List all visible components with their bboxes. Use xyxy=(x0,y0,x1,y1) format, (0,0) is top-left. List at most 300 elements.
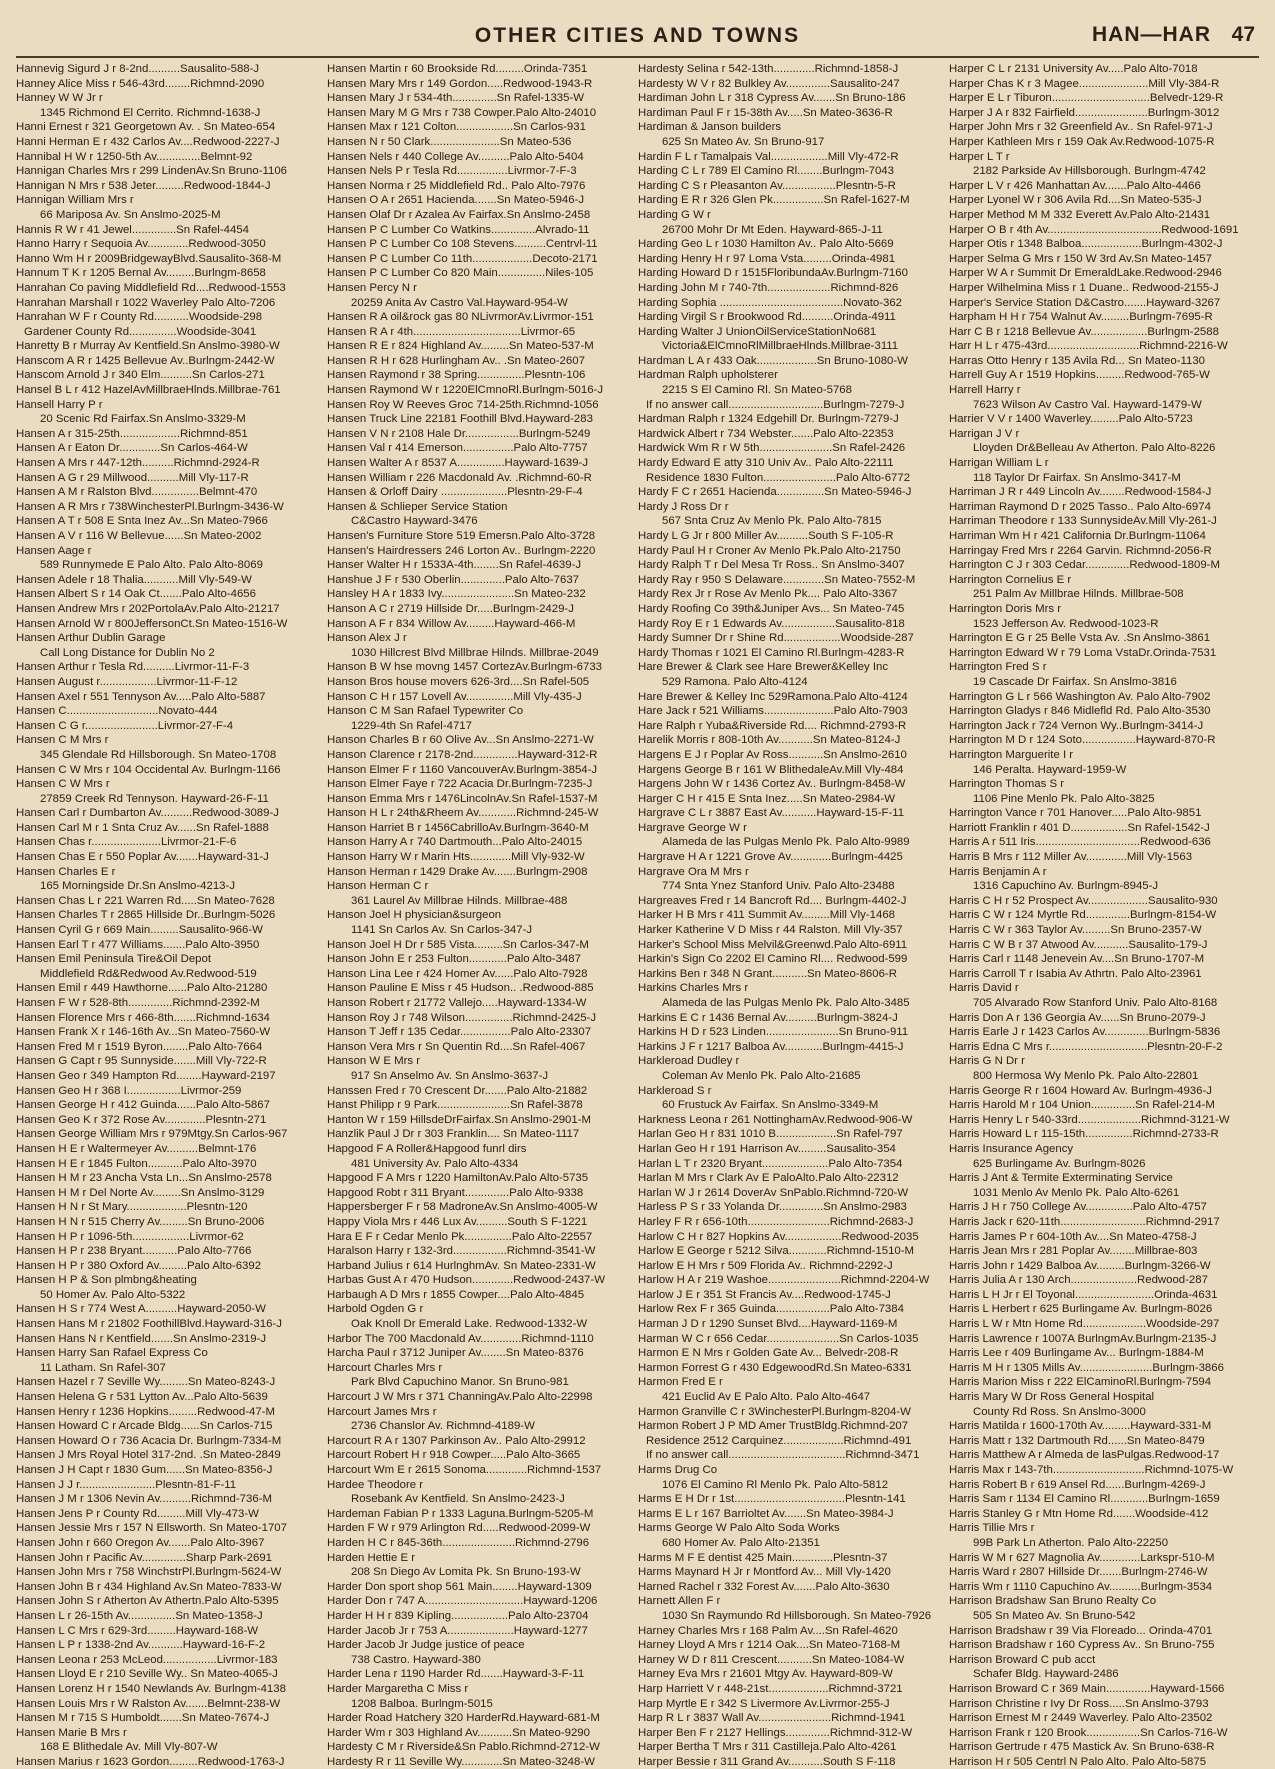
listing-entry: Coleman Av Menlo Pk. Palo Alto-21685 xyxy=(662,1069,861,1082)
listing-entry: Hansen Florence Mrs r 466-8th.......Richmnd-1634 xyxy=(16,1011,270,1024)
listing-entry: Harder Jacob Jr Judge justice of peace xyxy=(327,1639,525,1652)
listing-entry: 50 Homer Av. Palo Alto-5322 xyxy=(40,1288,186,1301)
listing-entry: Harkins Ben r 348 N Grant...........Sn Mateo-8606-R xyxy=(638,967,897,980)
listing-entry: Hansen G Capt r 95 Sunnyside.......Mill Vly-722-R xyxy=(16,1055,267,1068)
listing-entry: Oak Knoll Dr Emerald Lake. Redwood-1332-W xyxy=(351,1318,588,1331)
listing-entry: Hardy Thomas r 1021 El Camino Rl.Burlngm-4283-R xyxy=(638,646,905,659)
listing-entry: Harris Insurance Agency xyxy=(949,1142,1074,1155)
listing-entry: Hansen J H Capt r 1830 Gum......Sn Mateo-8356-J xyxy=(16,1464,273,1476)
listing-entry: Harris C W r 124 Myrtle Rd..............Burlngm-8154-W xyxy=(949,909,1217,922)
listing-entry: Hardy J Ross Dr r xyxy=(638,500,729,513)
listing-entry: Harcourt Robert H r 918 Cowper.....Palo Alto-3665 xyxy=(327,1449,581,1462)
listing-entry: Harlow C H r 827 Hopkins Av..................Redwood-2035 xyxy=(638,1230,919,1243)
listing-entry: County Rd Ross. Sn Anslmo-3000 xyxy=(973,1405,1146,1418)
listing-entry: Harden Hettie E r xyxy=(327,1551,415,1564)
listing-entry: Hanson Vera Mrs r Sn Quentin Rd....Sn Rafel-4067 xyxy=(327,1040,586,1053)
listing-entry: Harder Margaretha C Miss r xyxy=(327,1682,469,1695)
listing-entry: Hansen A Mrs r 447-12th..........Richmnd-2924-R xyxy=(16,457,260,470)
listing-entry: Harrington Doris Mrs r xyxy=(949,602,1062,615)
listing-entry: 60 Frustuck Av Fairfax. Sn Anslmo-3349-M xyxy=(662,1099,879,1112)
listing-entry: Hansen A T r 508 E Snta Inez Av...Sn Mateo-7966 xyxy=(16,515,268,528)
listing-entry: Harper L V r 426 Manhattan Av.......Palo Alto-4466 xyxy=(949,179,1201,192)
listing-entry: Harney W D r 811 Crescent...........Sn Mateo-1084-W xyxy=(638,1653,905,1666)
listing-entry: 2182 Parkside Av Hillsborough. Burlngm-4742 xyxy=(973,165,1206,178)
listing-entry: Harmon Robert J P MD Amer TrustBldg.Richmnd-207 xyxy=(638,1420,909,1433)
listing-entry: Hargens George B r 161 W BlithedaleAv.Mill Vly-484 xyxy=(638,763,904,776)
listing-entry: Harcha Paul r 3712 Juniper Av........Sn Mateo-8376 xyxy=(327,1347,584,1360)
listing-entry: 680 Homer Av. Palo Alto-21351 xyxy=(662,1536,820,1549)
listing-entry: Hansen A r 315-25th...................Richmnd-851 xyxy=(16,427,248,440)
listing-entry: Park Blvd Capuchino Manor. Sn Bruno-981 xyxy=(351,1376,569,1389)
listing-entry: Hansen H P r 380 Oxford Av.........Palo Alto-6392 xyxy=(16,1259,262,1272)
listing-entry: Hansen Emil Peninsula Tire&Oil Depot xyxy=(16,953,211,966)
listing-entry: Harger C H r 415 E Snta Inez.....Sn Mateo-2984-W xyxy=(638,792,896,805)
listing-entry: 1523 Jefferson Av. Redwood-1023-R xyxy=(973,617,1159,630)
listing-entry: Hansen C.............................Novato-444 xyxy=(16,705,218,718)
listing-entry: Hansen L C Mrs r 629-3rd.........Hayward-168-W xyxy=(16,1624,259,1637)
listing-entry: Harned Rachel r 332 Forest Av.......Palo Alto-3630 xyxy=(638,1580,890,1593)
listing-entry: Hansen P C Lumber Co Watkins..............Alvrado-11 xyxy=(327,223,590,236)
listing-entry: Hansen H M r Del Norte Av.........Sn Anslmo-3129 xyxy=(16,1186,265,1199)
listing-entry: Harris J Ant & Termite Exterminating Service xyxy=(949,1172,1173,1185)
listing-entry: Hannevig Sigurd J r 8-2nd..........Sausalito-588-J xyxy=(16,63,260,75)
listing-entry: Harker H B Mrs r 411 Summit Av.........Mill Vly-1468 xyxy=(638,909,895,922)
listing-entry: Harding Walter J UnionOilServiceStationNo681 xyxy=(638,325,877,338)
listing-entry: Hardy Roofing Co 39th&Juniper Avs... Sn Mateo-745 xyxy=(638,602,905,615)
listing-entry: Hansen Hans M r 21802 FoothillBlvd.Hayward-316-J xyxy=(16,1318,282,1331)
listing-entry: Hansen A M r Ralston Blvd...............Belmnt-470 xyxy=(16,486,258,499)
listing-entry: Harriman Theodore r 133 SunnysideAv.Mill Vly-261-J xyxy=(949,515,1217,528)
listing-entry: Harden F W r 979 Arlington Rd.....Redwood-2099-W xyxy=(327,1522,591,1535)
listing-entry: Hargrave George W r xyxy=(638,821,747,834)
listing-entry: 481 University Av. Palo Alto-4334 xyxy=(351,1157,519,1170)
listing-entry: Hansen Martin r 60 Brookside Rd.........Orinda-7351 xyxy=(327,63,588,75)
listing-entry: Harelik Morris r 808-10th Av...........Sn Mateo-8124-J xyxy=(638,734,901,747)
listing-entry: Harris C W r 363 Taylor Av.........Sn Bruno-2357-W xyxy=(949,924,1202,937)
listing-entry: Hardy Ray r 950 S Delaware.............Sn Mateo-7552-M xyxy=(638,573,916,586)
listing-entry: Harris Matt r 132 Dartmouth Rd......Sn Mateo-8479 xyxy=(949,1434,1205,1447)
listing-entry: Harper Ben F r 2127 Hellings..............Richmnd-312-W xyxy=(638,1726,913,1739)
listing-entry: 66 Mariposa Av. Sn Anslmo-2025-M xyxy=(40,208,221,221)
listing-entry: Hansen William r 226 Macdonald Av. .Richmnd-60-R xyxy=(327,471,592,484)
listing-entry: Harbold Ogden G r xyxy=(327,1303,424,1316)
listing-entry: Hansen H E r Waltermeyer Av..........Belmnt-176 xyxy=(16,1142,257,1155)
listing-entry: Hanson C H r 157 Lovell Av...............Mill Vly-435-J xyxy=(327,690,582,703)
listing-entry: Harrington Thomas S r xyxy=(949,778,1065,791)
listing-entry: Harmon Granville C r 3WinchesterPl.Burlngm-8204-W xyxy=(638,1405,911,1418)
listing-entry: Hansen Arthur Dublin Garage xyxy=(16,632,166,645)
listing-entry: Hanson Clarence r 2178-2nd..............Hayward-312-R xyxy=(327,748,598,761)
listing-entry: Harris Matilda r 1600-170th Av.........Hayward-331-M xyxy=(949,1420,1212,1433)
listing-entry: Harkleroad Dudley r xyxy=(638,1055,740,1068)
listing-entry: Hansen Jens P r County Rd.........Mill Vly-473-W xyxy=(16,1507,259,1520)
listing-entry: Harley F R r 656-10th..........................Richmnd-2683-J xyxy=(638,1215,914,1228)
listing-entry: Harcourt Charles Mrs r xyxy=(327,1361,443,1374)
listing-column-2 xyxy=(327,62,632,1769)
listing-entry: Harkins J F r 1217 Balboa Av............Burlngm-4415-J xyxy=(638,1040,904,1053)
listing-entry: Harper Otis r 1348 Balboa...................Burlngm-4302-J xyxy=(949,238,1223,251)
listing-entry: Hanrahan W F r County Rd...........Woodside-298 xyxy=(16,311,263,324)
listing-column-4 xyxy=(949,62,1254,1769)
listing-entry: 165 Morningside Dr.Sn Anslmo-4213-J xyxy=(40,880,236,893)
listing-entry: Hanrahan Co paving Middlefield Rd....Redwood-1553 xyxy=(16,281,286,294)
listing-entry: Hansen Nels P r Tesla Rd................Livrmor-7-F-3 xyxy=(327,165,577,178)
listing-entry: Middlefield Rd&Redwood Av.Redwood-519 xyxy=(40,967,257,980)
listing-entry: Harris Sam r 1134 El Camino Rl............Burlngm-1659 xyxy=(949,1493,1220,1506)
listing-entry: Harris L H Jr r El Toyonal.........................Orinda-4631 xyxy=(949,1288,1218,1301)
listing-entry: Hanssen Fred r 70 Crescent Dr.......Palo Alto-21882 xyxy=(327,1084,588,1097)
listing-entry: Hansen Frank X r 146-16th Av...Sn Mateo-7560-W xyxy=(16,1026,271,1039)
listing-entry: 1208 Balboa. Burlngm-5015 xyxy=(351,1697,493,1710)
listing-entry: Hansen Albert S r 14 Oak Ct.......Palo Alto-4656 xyxy=(16,588,256,601)
listing-entry: Harrington Vance r 701 Hanover.....Palo Alto-9851 xyxy=(949,807,1202,820)
listing-entry: Hanson Herman C r xyxy=(327,880,429,893)
listing-entry: Hargens John W r 1436 Cortez Av.. Burlngm-8458-W xyxy=(638,778,906,791)
listing-entry: Hansen John r Pacific Av..............Sharp Park-2691 xyxy=(16,1551,272,1564)
listing-entry: Harding John M r 740-7th....................Richmnd-826 xyxy=(638,281,899,294)
listing-entry: Happy Viola Mrs r 446 Lux Av..........South S F-1221 xyxy=(327,1215,588,1228)
listing-entry: Hanson H L r 24th&Rheem Av............Richmnd-245-W xyxy=(327,807,599,820)
listing-entry: 625 Sn Mateo Av. Sn Bruno-917 xyxy=(662,135,825,148)
listing-entry: Harris Don A r 136 Georgia Av......Sn Bruno-2079-J xyxy=(949,1011,1206,1024)
listing-entry: Hanni Ernest r 321 Georgetown Av. . Sn Mateo-654 xyxy=(16,121,276,134)
listing-entry: Harr C B r 1218 Bellevue Av..................Burlngm-2588 xyxy=(949,325,1219,338)
listing-entry: Hardy Rex Jr r Rose Av Menlo Pk.... Palo Alto-3367 xyxy=(638,588,898,601)
listing-entry: Harding C S r Pleasanton Av.................Plesntn-5-R xyxy=(638,179,896,192)
listing-entry: Harder Don sport shop 561 Main........Hayward-1309 xyxy=(327,1580,592,1593)
listing-entry: Hansen & Schlieper Service Station xyxy=(327,500,508,513)
listing-entry: 567 Snta Cruz Av Menlo Pk. Palo Alto-7815 xyxy=(662,515,882,528)
listing-entry: Hansen Geo H r 368 I.................Livrmor-259 xyxy=(16,1084,242,1097)
listing-entry: Harriman Wm H r 421 California Dr.Burlngm-11064 xyxy=(949,530,1206,542)
listing-entry: Hanson A C r 2719 Hillside Dr.....Burlngm-2429-J xyxy=(327,602,574,615)
listing-entry: 345 Glendale Rd Hillsborough. Sn Mateo-1708 xyxy=(40,748,277,761)
listing-entry: Hansen Howard O r 736 Acacia Dr. Burlngm-7334-M xyxy=(16,1434,282,1447)
listing-entry: Hannis R W r 41 Jewel..............Sn Rafel-4454 xyxy=(16,223,249,236)
listing-entry: Hanson C M San Rafael Typewriter Co xyxy=(327,705,524,718)
listing-entry: Harrigan William L r xyxy=(949,457,1049,470)
page-number: 47 xyxy=(1231,23,1255,46)
listing-entry: Hansen R A oil&rock gas 80 NLivrmorAv.Livrmor-151 xyxy=(327,311,594,324)
listing-entry: Hansen P C Lumber Co 820 Main...............Niles-105 xyxy=(327,267,594,280)
listing-entry: Hardy Ralph T r Del Mesa Tr Ross.. Sn Anslmo-3407 xyxy=(638,559,905,572)
listing-entry: Harris John r 1429 Balboa Av.........Burlngm-3266-W xyxy=(949,1259,1211,1272)
listing-entry: Harp R L r 3837 Wall Av.......................Richmnd-1941 xyxy=(638,1712,906,1725)
listing-entry: Harker's School Miss Melvil&Greenwd.Palo Alto-6911 xyxy=(638,938,908,951)
listing-entry: Harris G N Dr r xyxy=(949,1055,1025,1068)
listing-entry: Hardy Paul H r Croner Av Menlo Pk.Palo Alto-21750 xyxy=(638,544,901,557)
listing-entry: Hardiman & Janson builders xyxy=(638,121,782,134)
listing-entry: Harrison Ernest M r 2449 Waverley. Palo Alto-23502 xyxy=(949,1712,1213,1725)
listing-entry: Hansen Andrew Mrs r 202PortolaAv.Palo Alto-21217 xyxy=(16,602,280,615)
listing-entry: 146 Peralta. Hayward-1959-W xyxy=(973,763,1127,776)
listing-entry: Hansen F W r 528-8th..............Richmnd-2392-M xyxy=(16,997,260,1009)
listing-entry: Hare Jack r 521 Williams......................Palo Alto-7903 xyxy=(638,705,908,718)
listing-entry: Harrington Jack r 724 Vernon Wy..Burlngm-3414-J xyxy=(949,719,1204,732)
listing-entry: Harris James P r 604-10th Av....Sn Mateo-4758-J xyxy=(949,1230,1197,1243)
listing-entry: Harlow E H Mrs r 509 Florida Av.. Richmnd-2292-J xyxy=(638,1259,893,1272)
listing-entry: Harrison Gertrude r 475 Mastick Av. Sn Bruno-638-R xyxy=(949,1741,1215,1754)
listing-entry: Harper Selma G Mrs r 150 W 3rd Av.Sn Mateo-1457 xyxy=(949,252,1212,265)
listing-entry: Harris Marion Miss r 222 ElCaminoRl.Burlngm-7594 xyxy=(949,1376,1212,1389)
listing-entry: Hansen M r 715 S Humboldt.......Sn Mateo-7674-J xyxy=(16,1712,270,1725)
listing-entry: Harrison Bradshaw San Bruno Realty Co xyxy=(949,1595,1157,1608)
listing-entry: Harmon Fred E r xyxy=(638,1376,723,1389)
listing-entry: Harmon E N Mrs r Golden Gate Av... Belvedr-208-R xyxy=(638,1347,899,1360)
listing-entry: 7623 Wilson Av Castro Val. Hayward-1479-W xyxy=(973,398,1202,411)
listing-entry: Hansen Arnold W r 800JeffersonCt.Sn Mateo-1516-W xyxy=(16,617,288,630)
listing-entry: Harcourt R A r 1307 Parkinson Av.. Palo Alto-29912 xyxy=(327,1434,586,1447)
listing-entry: Hargreaves Fred r 14 Bancroft Rd.... Burlngm-4402-J xyxy=(638,894,907,907)
listing-entry: Hansen Emil r 449 Hawthorne......Palo Alto-21280 xyxy=(16,982,268,995)
listing-entry: Residence 1830 Fulton.......................Palo Alto-6772 xyxy=(646,471,911,484)
listing-entry: Harney Lloyd A Mrs r 1214 Oak....Sn Mateo-7168-M xyxy=(638,1639,901,1652)
listing-entry: Hansen & Orloff Dairy .....................Plesntn-29-F-4 xyxy=(327,486,583,499)
listing-entry: Harrington E G r 25 Belle Vsta Av. .Sn Anslmo-3861 xyxy=(949,632,1211,645)
listing-entry: 505 Sn Mateo Av. Sn Bruno-542 xyxy=(973,1609,1136,1622)
listing-entry: Hanscom Arnold J r 340 Elm..........Sn Carlos-271 xyxy=(16,369,265,382)
listing-entry: Hannum T K r 1205 Bernal Av.........Burlngm-8658 xyxy=(16,267,266,280)
listing-entry: 1345 Richmond El Cerrito. Richmnd-1638-J xyxy=(40,106,261,119)
listing-entry: Harrison H r 505 Centrl N Palo Alto. Palo Alto-5875 xyxy=(949,1755,1207,1768)
listing-entry: Harris Howard L r 115-15th...............Richmnd-2733-R xyxy=(949,1128,1219,1141)
listing-entry: Hanzlik Paul J Dr r 303 Franklin.... Sn Mateo-1117 xyxy=(327,1128,580,1141)
listing-entry: 11 Latham. Sn Rafel-307 xyxy=(40,1361,166,1374)
listing-entry: Harrington Marguerite I r xyxy=(949,748,1074,761)
listing-entry: Hansen Harry San Rafael Express Co xyxy=(16,1347,208,1360)
listing-entry: 2736 Chanslor Av. Richmnd-4189-W xyxy=(351,1420,535,1433)
listing-entry: Harding Virgil S r Brookwood Rd..........Orinda-4911 xyxy=(638,311,896,324)
listing-entry: Harman J D r 1290 Sunset Blvd....Hayward-1169-M xyxy=(638,1318,898,1331)
listing-entry: Hardesty C M r Riverside&Sn Pablo.Richmnd-2712-W xyxy=(327,1741,600,1754)
listing-entry: 2215 S El Camino Rl. Sn Mateo-5768 xyxy=(662,384,852,397)
listing-entry: Harbaugh A D Mrs r 1855 Cowper....Palo Alto-4845 xyxy=(327,1288,585,1301)
listing-entry: 625 Burlingame Av. Burlngm-8026 xyxy=(973,1157,1146,1170)
listing-entry: Hapgood F A Roller&Hapgood funrl dirs xyxy=(327,1142,527,1155)
listing-entry: Harlow E George r 5212 Silva............Richmnd-1510-M xyxy=(638,1245,915,1258)
listing-entry: Hansen A r Eaton Dr.............Sn Carlos-464-W xyxy=(16,442,248,455)
listing-entry: Hansen George H r 412 Guinda......Palo Alto-5867 xyxy=(16,1099,270,1112)
listing-entry: Harrell Harry r xyxy=(949,384,1021,397)
listing-entry: 20 Scenic Rd Fairfax.Sn Anslmo-3329-M xyxy=(40,413,246,426)
listing-entry: Hannibal H W r 1250-5th Av..............Belmnt-92 xyxy=(16,150,253,163)
listing-entry: Harder Road Hatchery 320 HarderRd.Hayward-681-M xyxy=(327,1712,600,1725)
listing-entry: Harder Lena r 1190 Harder Rd.......Hayward-3-F-11 xyxy=(327,1668,585,1681)
listing-entry: Harpham H H r 754 Walnut Av.........Burlngm-7695-R xyxy=(949,311,1213,324)
listing-entry: Harris George R r 1604 Howard Av. Burlngm-4936-J xyxy=(949,1084,1212,1097)
listing-entry: Hanno Harry r Sequoia Av.............Redwood-3050 xyxy=(16,238,266,251)
listing-entry: Harper O B r 4th Av....................................Redwood-1691 xyxy=(949,223,1239,236)
listing-entry: Hansen Roy W Reeves Groc 714-25th.Richmnd-1056 xyxy=(327,398,599,411)
listing-entry: Harding C L r 789 El Camino Rl........Burlngm-7043 xyxy=(638,165,894,178)
listing-entry: Hanson Harry W r Marin Hts.............Mill Vly-932-W xyxy=(327,851,585,864)
listing-entry: Hansen L P r 1338-2nd Av...........Hayward-16-F-2 xyxy=(16,1639,266,1652)
listing-entry: Harper J A r 832 Fairfield.......................Burlngm-3012 xyxy=(949,106,1220,119)
listing-entry: Hansen Norma r 25 Middlefield Rd.. Palo Alto-7976 xyxy=(327,179,586,192)
listing-entry: Harding Henry H r 97 Loma Vsta.........Orinda-4981 xyxy=(638,252,896,265)
listing-entry: Hansen Lorenz H r 1540 Newlands Av. Burlngm-4138 xyxy=(16,1682,286,1695)
listing-entry: 1229-4th Sn Rafel-4717 xyxy=(351,719,472,732)
listing-entry: Hansen Walter A r 8537 A...............Hayward-1639-J xyxy=(327,457,589,470)
listing-entry: Harris Henry L r 540-33rd....................Richmnd-3121-W xyxy=(949,1113,1230,1126)
listing-entry: Harrison Broward C r 369 Main..............Hayward-1566 xyxy=(949,1682,1225,1695)
listing-entry: Hapgood F A Mrs r 1220 HamiltonAv.Palo Alto-5735 xyxy=(327,1172,589,1185)
listing-entry: Hansen R H r 628 Hurlingham Av.. .Sn Mateo-2607 xyxy=(327,354,585,367)
listing-entry: Hansen Mary J r 534-4th..............Sn Rafel-1335-W xyxy=(327,92,585,105)
listing-entry: Hansen Val r 414 Emerson................Palo Alto-7757 xyxy=(327,442,588,455)
listing-entry: Harnett Allen F r xyxy=(638,1595,721,1608)
listing-entry: Hardeman Fabian P r 1333 Laguna.Burlngm-5205-M xyxy=(327,1507,594,1520)
listing-entry: Hansen Mary M G Mrs r 738 Cowper.Palo Alto-24010 xyxy=(327,106,597,119)
listing-entry: Lloyden Dr&Belleau Av Atherton. Palo Alto-8226 xyxy=(973,442,1216,455)
listing-entry: Alameda de las Pulgas Menlo Pk. Palo Alto-9989 xyxy=(662,836,910,849)
listing-entry: Hargrave H A r 1221 Grove Av.............Burlngm-4425 xyxy=(638,851,903,864)
listing-entry: Hansen Helena G r 531 Lytton Av...Palo Alto-5639 xyxy=(16,1391,268,1404)
listing-entry: Harkleroad S r xyxy=(638,1084,712,1097)
listing-entry: Hanson W E Mrs r xyxy=(327,1055,421,1068)
listing-entry: Harkins E C r 1436 Bernal Av..........Burlngm-3824-J xyxy=(638,1011,898,1024)
listing-entry: Hansen A V r 116 W Bellevue......Sn Mateo-2002 xyxy=(16,530,262,542)
listing-entry: Harris Jean Mrs r 281 Poplar Av........Millbrae-803 xyxy=(949,1245,1198,1258)
listing-entry: Harper's Service Station D&Castro.......Hayward-3267 xyxy=(949,296,1221,309)
listing-entry: Hansen C W Mrs r 104 Occidental Av. Burlngm-1166 xyxy=(16,763,281,776)
listing-column-3 xyxy=(638,62,943,1769)
listing-entry: Hansen Jessie Mrs r 157 N Ellsworth. Sn Mateo-1707 xyxy=(16,1522,287,1535)
name-range: HAN—HAR xyxy=(1092,23,1211,46)
listing-entry: Hardwick Wm R r W 5th.......................Sn Rafel-2426 xyxy=(638,442,906,455)
listing-entry: Hardiman Paul F r 15-38th Av.....Sn Mateo-3636-R xyxy=(638,106,893,119)
listing-entry: Hanson Joel H physician&surgeon xyxy=(327,909,502,922)
listing-entry: Hansen Charles E r xyxy=(16,865,116,878)
listing-entry: Hardman L A r 433 Oak...................Sn Bruno-1080-W xyxy=(638,354,908,367)
listing-entry: Hansen Adele r 18 Thalia...........Mill Vly-549-W xyxy=(16,573,252,586)
listing-entry: Hansen J J r........................Plesntn-81-F-11 xyxy=(16,1478,237,1491)
listing-entry: Residence 2512 Carquinez...................Richmnd-491 xyxy=(646,1434,912,1447)
listing-entry: Harris Carl r 1148 Jenevein Av....Sn Bruno-1707-M xyxy=(949,953,1205,966)
listing-entry: Gardener County Rd...............Woodside-3041 xyxy=(24,325,257,338)
listing-entry: Hanser Walter H r 1533A-4th........Sn Rafel-4639-J xyxy=(327,559,582,572)
listing-entry: Harriman Raymond D r 2025 Tasso.. Palo Alto-6974 xyxy=(949,500,1211,513)
listing-entry: Hansen R E r 824 Highland Av.........Sn Mateo-537-M xyxy=(327,340,594,353)
listing-entry: Harris Tillie Mrs r xyxy=(949,1522,1035,1535)
listing-entry: Harris Stanley G r Mtn Home Rd.......Woodside-412 xyxy=(949,1507,1209,1520)
listing-entry: Hardee Theodore r xyxy=(327,1478,424,1491)
listing-entry: Harris David r xyxy=(949,982,1019,995)
listing-entry: Harding Sophia .......................................Novato-362 xyxy=(638,296,902,309)
listing-entry: Harper Lyonel W r 306 Avila Rd....Sn Mateo-535-J xyxy=(949,194,1202,207)
listing-entry: 361 Laurel Av Millbrae Hilnds. Millbrae-488 xyxy=(351,894,568,907)
listing-entry: Hardy Sumner Dr r Shine Rd..................Woodside-287 xyxy=(638,632,914,645)
listing-entry: Harris L Herbert r 625 Burlingame Av. Burlngm-8026 xyxy=(949,1303,1213,1316)
listing-entry: 1106 Pine Menlo Pk. Palo Alto-3825 xyxy=(973,792,1155,805)
listing-entry: Harlan Geo H r 191 Harrison Av.........Sausalito-354 xyxy=(638,1142,896,1155)
listing-entry: Harris C W B r 37 Atwood Av...........Sausalito-179-J xyxy=(949,938,1208,951)
listing-entry: Hanson Alex J r xyxy=(327,632,407,645)
listing-entry: Happersberger F r 58 MadroneAv.Sn Anslmo-4005-W xyxy=(327,1201,598,1214)
listing-entry: Hardwick Albert r 734 Webster.......Palo Alto-22353 xyxy=(638,427,894,440)
listing-entry: Hansen H E r 1845 Fulton...........Palo Alto-3970 xyxy=(16,1157,257,1170)
listing-entry: Harris Jack r 620-11th...........................Richmnd-2917 xyxy=(949,1215,1220,1228)
listing-entry: Harris J H r 750 College Av...............Palo Alto-4757 xyxy=(949,1201,1207,1214)
listing-entry: 1076 El Camino Rl Menlo Pk. Palo Alto-5812 xyxy=(662,1478,889,1491)
listing-entry: Harriott Franklin r 401 D..................Sn Rafel-1542-J xyxy=(949,821,1210,834)
listing-entry: 421 Euclid Av E Palo Alto. Palo Alto-4647 xyxy=(662,1391,871,1404)
listing-entry: Hansen Axel r 551 Tennyson Av.....Palo Alto-5887 xyxy=(16,690,266,703)
listing-entry: C&Castro Hayward-3476 xyxy=(351,515,478,528)
listing-entry: Call Long Distance for Dublin No 2 xyxy=(40,646,215,659)
listing-entry: Hare Ralph r Yuba&Riverside Rd.... Richmnd-2793-R xyxy=(638,719,907,732)
listing-entry: Schafer Bldg. Hayward-2486 xyxy=(973,1668,1119,1681)
listing-column-1 xyxy=(16,62,321,1769)
listing-entry: Hansen C M Mrs r xyxy=(16,734,109,747)
listing-entry: Hansen Carl M r 1 Snta Cruz Av......Sn Rafel-1888 xyxy=(16,821,269,834)
listing-entry: Hansen J Mrs Royal Hotel 317-2nd. .Sn Mateo-2849 xyxy=(16,1449,281,1462)
listing-entry: Hanson A F r 834 Willow Av.........Hayward-466-M xyxy=(327,617,576,630)
listing-entry: Hansley H A r 1833 Ivy.......................Sn Mateo-232 xyxy=(327,588,586,601)
listing-entry: Hardiman John L r 318 Cypress Av.......Sn Bruno-186 xyxy=(638,92,906,105)
listing-entry: Hara E F r Cedar Menlo Pk...............Palo Alto-22557 xyxy=(327,1230,593,1243)
listing-entry: Harrison Bradshaw r 39 Via Floreado... Orinda-4701 xyxy=(949,1624,1213,1637)
listing-entry: Harding Howard D r 1515FloribundaAv.Burlngm-7160 xyxy=(638,267,908,280)
listing-entry: Harper John Mrs r 32 Greenfield Av.. Sn Rafel-971-J xyxy=(949,121,1213,134)
listing-entry: Hardesty R r 11 Seville Wy.............Sn Mateo-3248-W xyxy=(327,1755,595,1768)
listing-entry: Hansen Arthur r Tesla Rd..........Livrmor-11-F-3 xyxy=(16,661,250,674)
listing-entry: Harris Earle J r 1423 Carlos Av..............Burlngm-5836 xyxy=(949,1026,1221,1039)
listing-entry: 917 Sn Anselmo Av. Sn Anslmo-3637-J xyxy=(351,1069,549,1082)
listing-entry: Harp Harriett V r 448-21st...................Richmnd-3721 xyxy=(638,1682,903,1695)
page-title: OTHER CITIES AND TOWNS xyxy=(474,24,801,47)
listing-entry: Harlan M Mrs r Clark Av E PaloAlto.Palo Alto-22312 xyxy=(638,1172,899,1185)
listing-entry: Harris W M r 627 Magnolia Av.............Larkspr-510-M xyxy=(949,1551,1215,1564)
listing-entry: Harringay Fred Mrs r 2264 Garvin. Richmnd-2056-R xyxy=(949,544,1212,557)
listing-entry: Harrington G L r 566 Washington Av. Palo Alto-7902 xyxy=(949,690,1211,703)
listing-entry: Harrison Frank r 120 Brook.................Sn Carlos-716-W xyxy=(949,1726,1228,1739)
listing-entry: Hansen John B r 434 Highland Av.Sn Mateo-7833-W xyxy=(16,1580,282,1593)
listing-entry: Hardesty W V r 82 Bulkley Av..............Sausalito-247 xyxy=(638,77,900,90)
listing-entry: Harkins H D r 523 Linden.......................Sn Bruno-911 xyxy=(638,1026,909,1039)
listing-entry: Harrington M D r 124 Soto.................Hayward-870-R xyxy=(949,734,1216,747)
listing-entry: Harkin's Sign Co 2202 El Camino Rl.... Redwood-599 xyxy=(638,953,908,966)
listing-entry: Harrington Gladys r 846 Midlefld Rd. Palo Alto-3530 xyxy=(949,705,1211,718)
listing-entry: Harlow Rex F r 365 Guinda.................Palo Alto-7384 xyxy=(638,1303,904,1316)
listing-entry: 800 Hermosa Wy Menlo Pk. Palo Alto-22801 xyxy=(973,1069,1199,1082)
listing-entry: Hansen John S r Atherton Av Athertn.Palo Alto-5395 xyxy=(16,1595,279,1608)
listing-entry: Hansen Henry r 1236 Hopkins.........Redwood-47-M xyxy=(16,1405,275,1418)
listing-entry: Harcourt J W Mrs r 371 ChanningAv.Palo Alto-22998 xyxy=(327,1391,593,1404)
listing-entry: Harder H H r 839 Kipling..................Palo Alto-23704 xyxy=(327,1609,589,1622)
listing-entry: Hansen Louis Mrs r W Ralston Av.......Belmnt-238-W xyxy=(16,1697,281,1710)
listing-entry: Harris Benjamin A r xyxy=(949,865,1047,878)
listing-entry: Hanson Joel H Dr r 585 Vista.........Sn Carlos-347-M xyxy=(327,938,589,951)
listing-entry: Harris B Mrs r 112 Miller Av.............Mill Vly-1563 xyxy=(949,851,1193,864)
listing-entry: Hanney Alice Miss r 546-43rd........Richmnd-2090 xyxy=(16,77,265,90)
listing-entry: Hanson Bros house movers 626-3rd....Sn Rafel-505 xyxy=(327,675,590,688)
listing-entry: Hansen Charles T r 2865 Hillside Dr..Burlngm-5026 xyxy=(16,909,276,922)
listing-entry: Hansen Marius r 1623 Gordon.........Redwood-1763-J xyxy=(16,1755,285,1768)
listing-entry: Harris Harold M r 104 Union..............Sn Rafel-214-M xyxy=(949,1099,1215,1112)
listing-entry: Hanni Herman E r 432 Carlos Av....Redwood-2227-J xyxy=(16,135,280,148)
listing-entry: Harrier V V r 1400 Waverley.........Palo Alto-5723 xyxy=(949,413,1193,426)
listing-entry: Harrington Cornelius E r xyxy=(949,573,1072,586)
listing-entry: 774 Snta Ynez Stanford Univ. Palo Alto-23488 xyxy=(662,880,895,893)
listing-entry: Hardy Edward E atty 310 Univ Av.. Palo Alto-22111 xyxy=(638,457,894,470)
listing-entry: Harms M F E dentist 425 Main.............Plesntn-37 xyxy=(638,1551,888,1564)
listing-entry: Hansen Geo K r 372 Rose Av.............Plesntn-271 xyxy=(16,1113,267,1126)
listing-entry: Hansen Percy N r xyxy=(327,281,417,294)
listing-entry: Hansen P C Lumber Co 11th...................Decoto-2171 xyxy=(327,252,598,265)
listing-entry: Hardy L G Jr r 800 Miller Av..........South S F-105-R xyxy=(638,530,894,542)
listing-entry: Harlan Geo H r 831 1010 B...................Sn Rafel-797 xyxy=(638,1128,903,1141)
